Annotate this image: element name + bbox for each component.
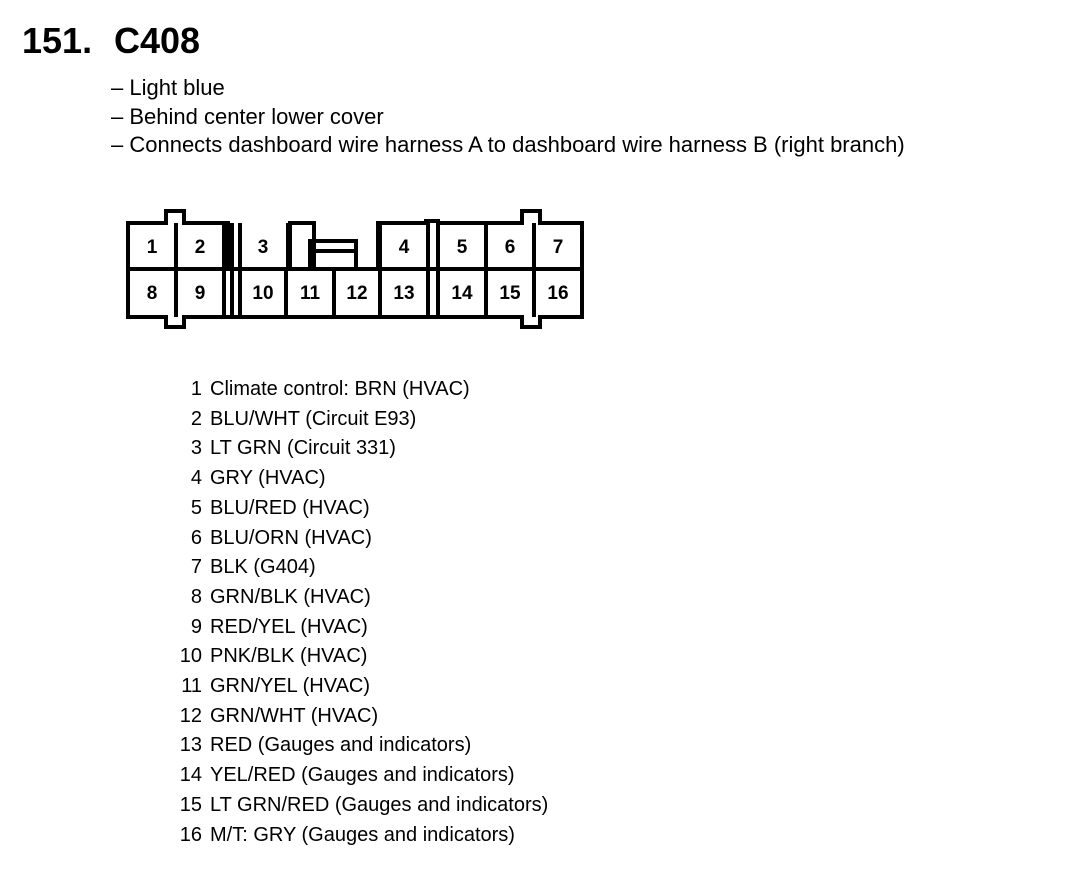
list-item — [170, 702, 548, 732]
pin-label-15: 15 — [499, 283, 521, 304]
pin-description: RED (Gauges and indicators) — [210, 734, 472, 757]
page-title — [22, 20, 200, 62]
pin-label-9: 9 — [194, 283, 206, 304]
pin-label-5: 5 — [456, 237, 468, 258]
pin-description: YEL/RED (Gauges and indicators) — [210, 764, 515, 787]
pin-number: 5 — [190, 496, 202, 519]
connector-diagram — [120, 205, 590, 335]
pin-number: 7 — [190, 556, 202, 579]
pin-label-4: 4 — [398, 237, 410, 258]
pin-description: BLU/RED (HVAC) — [210, 496, 370, 519]
pin-label-12: 12 — [346, 283, 368, 304]
pin-description: GRN/WHT (HVAC) — [210, 704, 379, 727]
list-item — [170, 434, 548, 464]
pin-number: 14 — [179, 764, 202, 787]
list-item — [170, 672, 548, 702]
pin-description: BLU/WHT (Circuit E93) — [210, 407, 417, 430]
list-item — [170, 761, 548, 791]
pin-description: RED/YEL (HVAC) — [210, 615, 368, 638]
pin-label-14: 14 — [451, 283, 473, 304]
pin-number: 6 — [190, 526, 202, 549]
pin-label-10: 10 — [252, 283, 274, 304]
list-item — [170, 821, 548, 851]
connector-notes — [111, 74, 905, 160]
list-item — [170, 494, 548, 524]
pin-label-6: 6 — [504, 237, 516, 258]
pin-number: 4 — [190, 467, 202, 490]
pin-number: 2 — [190, 407, 202, 430]
pin-label-1: 1 — [146, 237, 158, 258]
pin-list — [170, 375, 548, 850]
pin-label-16: 16 — [547, 283, 569, 304]
pin-description: LT GRN (Circuit 331) — [210, 437, 396, 460]
connector-face-svg — [120, 205, 590, 335]
list-item — [170, 375, 548, 405]
note-connection: – Connects dashboard wire harness A to dashboard wire harness B (right branch) — [111, 132, 905, 157]
pin-number: 3 — [190, 437, 202, 460]
pin-description: BLU/ORN (HVAC) — [210, 526, 372, 549]
list-item — [170, 731, 548, 761]
pin-description: PNK/BLK (HVAC) — [210, 645, 368, 668]
pin-description: Climate control: BRN (HVAC) — [210, 378, 470, 400]
pin-description: GRN/YEL (HVAC) — [210, 675, 371, 698]
pin-label-8: 8 — [146, 283, 158, 304]
pin-number: 1 — [190, 378, 202, 400]
pin-label-11: 11 — [299, 283, 321, 304]
list-item — [170, 464, 548, 494]
pin-description: GRN/BLK (HVAC) — [210, 585, 371, 608]
pin-number: 15 — [179, 793, 202, 816]
list-item — [170, 791, 548, 821]
list-item — [170, 553, 548, 583]
pin-number: 16 — [179, 823, 202, 846]
pin-number: 8 — [190, 585, 202, 608]
pin-label-7: 7 — [552, 237, 564, 258]
list-item — [170, 642, 548, 672]
pin-description: M/T: GRY (Gauges and indicators) — [210, 823, 515, 846]
list-item — [170, 524, 548, 554]
pin-description: GRY (HVAC) — [210, 467, 326, 490]
list-item — [170, 583, 548, 613]
pin-number: 10 — [179, 645, 202, 668]
pin-description: BLK (G404) — [210, 556, 316, 579]
pin-number: 11 — [181, 675, 202, 698]
connector-latch — [310, 241, 356, 267]
pin-label-13: 13 — [393, 283, 415, 304]
pin-label-2: 2 — [194, 237, 206, 258]
pin-number: 9 — [190, 615, 202, 638]
list-item — [170, 613, 548, 643]
connector-id: C408 — [114, 20, 201, 61]
pin-description: LT GRN/RED (Gauges and indicators) — [210, 793, 549, 816]
list-item — [170, 405, 548, 435]
note-location: – Behind center lower cover — [111, 103, 384, 129]
pin-number: 13 — [179, 734, 202, 757]
section-number: 151. — [22, 20, 93, 61]
pin-number: 12 — [179, 704, 202, 727]
note-color: – Light blue — [111, 75, 225, 100]
pin-label-3: 3 — [257, 237, 269, 258]
